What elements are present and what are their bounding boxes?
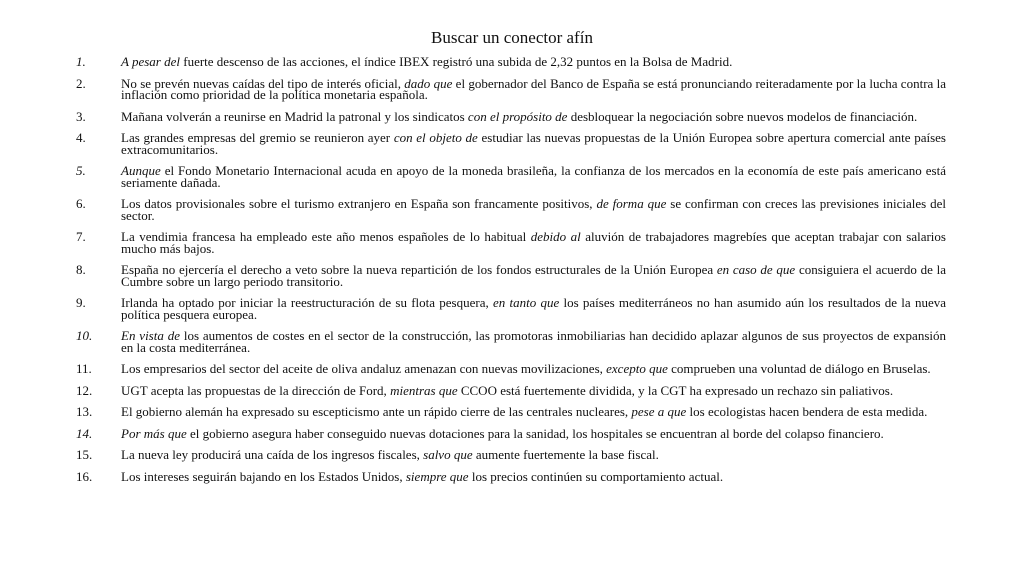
item-number: 5. [76,163,86,178]
item-text-after: se confirman con creces las previsiones iniciales del sector. [121,196,946,223]
item-text-before: España no ejercería el derecho a veto sobre la nueva repartición de los fondos estructurales de la Unión Europea [121,262,717,277]
connector-phrase: siempre que [405,468,469,484]
connector-phrase: en caso de que [716,262,796,277]
connector-phrase: mientras que [390,382,458,398]
item-number: 10. [76,328,93,343]
exercise-item [76,231,946,254]
exercise-item [76,330,946,353]
item-text-before: Los intereses seguirán bajando en los Estados Unidos, [121,468,406,484]
item-text-after: el gobernador del Banco de España se está pronunciando reiteradamente por la lucha contra la inflación como prioridad de la política monetaria española. [121,75,946,102]
exercise-item [76,363,946,375]
exercise-item [76,382,946,398]
exercise-item [76,468,946,484]
connector-phrase: debido al [530,229,581,244]
item-text-after: los ecologistas hacen bendera de esta medida. [686,404,928,419]
item-number: 16. [76,468,93,484]
item-number: 2. [76,75,86,91]
item-text-before: No se prevén nuevas caídas del tipo de interés oficial, [121,75,405,91]
item-text-after: aluvión de trabajadores magrebíes que aceptan trabajar con salarios mucho más bajos. [121,229,946,256]
item-number: 3. [76,108,86,124]
connector-phrase: dado que [404,75,453,91]
connector-phrase: de forma que [596,196,667,211]
exercise-item [76,264,946,287]
item-text-after: desbloquear la negociación sobre nuevos modelos de financiación. [567,108,918,124]
exercise-item [76,56,946,68]
item-text-before: Los datos provisionales sobre el turismo extranjero en España son francamente positivos, [121,196,597,211]
connector-phrase: Aunque [121,163,161,178]
exercise-item [76,75,946,102]
item-text-after: fuerte descenso de las acciones, el índice IBEX registró una subida de 2,32 puntos en la Bolsa de Madrid. [179,54,733,69]
item-text-before: La vendimia francesa ha empleado este año menos españoles de lo habitual [121,229,531,244]
connector-phrase: A pesar del [121,54,180,69]
connector-phrase: con el objeto de [393,130,478,145]
connector-phrase: excepto que [606,361,668,376]
item-text-after: los países mediterráneos no han asumido aún los resultados de la nueva política pesquera europea. [121,295,946,322]
item-text-before: La nueva ley producirá una caída de los ingresos fiscales, [121,447,424,462]
exercise-item [76,406,946,418]
item-text-after: los aumentos de costes en el sector de la construcción, las promotoras inmobiliarias han decidido aplazar algunos de sus proyectos de expansión en la costa mediterránea. [121,328,946,355]
item-text-after: CCOO está fuertemente dividida, y la CGT ha expresado un rechazo sin paliativos. [457,382,894,398]
item-number: 7. [76,229,86,244]
item-number: 11. [76,361,92,376]
item-text-after: aumente fuertemente la base fiscal. [472,447,659,462]
item-text-after: el gobierno asegura haber conseguido nuevas dotaciones para la sanidad, los hospitales se encuentran al borde del colapso financiero. [186,425,884,441]
exercise-item [76,425,946,441]
item-text-before: Las grandes empresas del gremio se reunieron ayer [121,130,394,145]
connector-phrase: pese a que [631,404,687,419]
item-number: 1. [76,54,86,69]
item-number: 4. [76,130,86,145]
exercise-item [76,108,946,124]
item-number: 9. [76,295,86,310]
slide-title: Buscar un conector afín [431,28,593,47]
exercise-item [76,449,946,461]
exercise-item [76,297,946,320]
exercise-item [76,198,946,221]
item-number: 8. [76,262,86,277]
item-text-after: consiguiera el acuerdo de la Cumbre sobre un largo periodo transitorio. [121,262,946,289]
item-text-before: El gobierno alemán ha expresado su escepticismo ante un rápido cierre de las centrales nucleares, [121,404,632,419]
item-number: 12. [76,382,93,398]
item-text-after: estudiar las nuevas propuestas de la Unión Europea sobre apertura comercial ante países extracomunitarios. [121,130,946,157]
exercise-item [76,165,946,188]
item-number: 14. [76,425,93,441]
item-text-before: Los empresarios del sector del aceite de oliva andaluz amenazan con nuevas movilizaciones, [121,361,607,376]
connector-phrase: Por más que [121,425,187,441]
item-number: 15. [76,447,93,462]
item-text-after: comprueben una voluntad de diálogo en Bruselas. [667,361,931,376]
item-number: 6. [76,196,86,211]
exercise-item [76,132,946,155]
item-text-before: UGT acepta las propuestas de la dirección de Ford, [121,382,391,398]
connector-phrase: con el propósito de [467,108,568,124]
connector-phrase: En vista de [121,328,180,343]
item-text-before: Mañana volverán a reunirse en Madrid la patronal y los sindicatos [121,108,468,124]
item-text-after: el Fondo Monetario Internacional acuda en apoyo de la moneda brasileña, la confianza de los mercados en la economía de este país americano está seriamente dañada. [121,163,946,190]
item-text-before: Irlanda ha optado por iniciar la reestructuración de su flota pesquera, [121,295,493,310]
item-number: 13. [76,404,93,419]
exercise-list [76,56,946,492]
item-text-after: los precios continúen su comportamiento actual. [468,468,724,484]
connector-phrase: salvo que [423,447,473,462]
connector-phrase: en tanto que [492,295,560,310]
